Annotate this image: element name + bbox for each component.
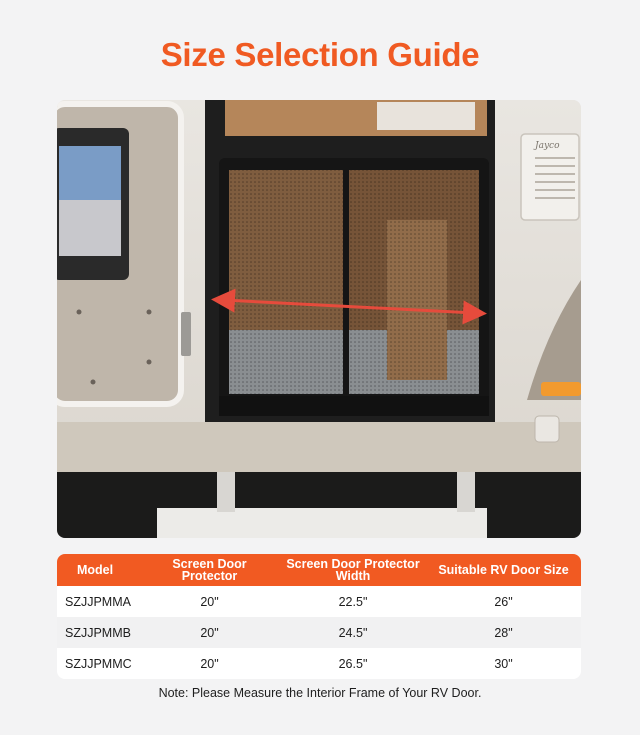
cell-width: 22.5": [338, 594, 368, 609]
cell-door-size: 30": [494, 656, 513, 671]
header-suitable-door-size: Suitable RV Door Size: [438, 563, 569, 577]
measurement-note: Note: Please Measure the Interior Frame of Your RV Door.: [158, 686, 482, 700]
cell-door-size: 28": [494, 625, 513, 640]
cell-model: SZJJPMMC: [65, 656, 132, 671]
rv-door-photo: [57, 100, 581, 538]
table-row: [57, 617, 581, 648]
cell-door-size: 26": [494, 594, 513, 609]
size-table: [57, 554, 581, 679]
header-protector-width: Screen Door Protector Width: [286, 557, 420, 583]
cell-width: 24.5": [338, 625, 368, 640]
cell-width: 26.5": [338, 656, 368, 671]
cell-model: SZJJPMMB: [65, 625, 131, 640]
cell-protector: 20": [200, 656, 219, 671]
vent-label: Jayco: [535, 141, 560, 151]
table-row: [57, 648, 581, 679]
page-title: Size Selection Guide: [160, 36, 480, 73]
header-model: Model: [77, 563, 114, 577]
table-header-row: [57, 554, 581, 586]
cell-protector: 20": [200, 594, 219, 609]
cell-model: SZJJPMMA: [65, 594, 131, 609]
cell-protector: 20": [200, 625, 219, 640]
header-screen-door-protector: Screen Door Protector: [172, 557, 247, 583]
table-row: [57, 586, 581, 617]
